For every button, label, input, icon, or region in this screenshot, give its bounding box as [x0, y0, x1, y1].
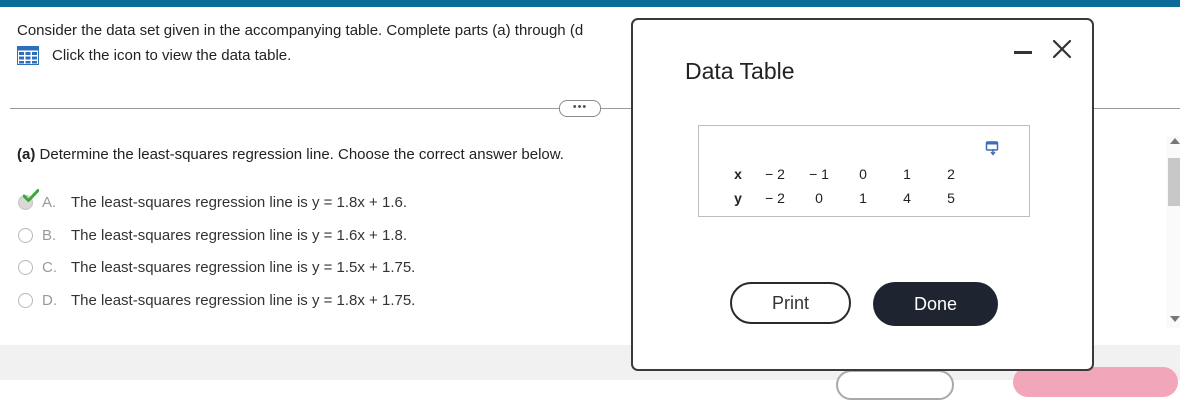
close-icon[interactable] — [1051, 38, 1073, 60]
part-a-text: Determine the least-squares regression line. Choose the correct answer below. — [39, 146, 564, 163]
expand-more-button[interactable]: ••• — [559, 100, 601, 117]
option-d-letter: D. — [42, 292, 57, 309]
row-header-x: x — [734, 166, 742, 182]
data-table — [723, 162, 973, 210]
print-button[interactable]: Print — [730, 282, 851, 324]
option-b-text: The least-squares regression line is y = 1.6x + 1.8. — [71, 227, 408, 244]
data-table-box — [698, 125, 1030, 217]
option-c-letter: C. — [42, 259, 57, 276]
row-header-y: y — [734, 190, 742, 206]
table-cell: 1 — [859, 190, 867, 206]
table-cell: 2 — [947, 166, 955, 182]
done-button[interactable]: Done — [873, 282, 998, 326]
question-text: Consider the data set given in the accompanying table. Complete parts (a) through (d — [17, 22, 584, 39]
table-cell: 4 — [903, 190, 911, 206]
option-b-radio[interactable] — [18, 228, 33, 243]
option-d-text: The least-squares regression line is y = 1.8x + 1.75. — [71, 292, 416, 309]
scroll-down-icon[interactable] — [1170, 316, 1180, 322]
table-cell: − 2 — [765, 166, 785, 182]
scrollbar-thumb[interactable] — [1168, 158, 1180, 206]
option-b-letter: B. — [42, 227, 57, 244]
scroll-up-icon[interactable] — [1170, 138, 1180, 144]
footer-button-partial[interactable] — [836, 370, 954, 400]
data-table-dialog — [631, 18, 1094, 371]
table-row-x — [723, 162, 973, 186]
option-c-radio[interactable] — [18, 260, 33, 275]
dialog-title: Data Table — [685, 58, 795, 84]
minimize-icon[interactable] — [1014, 45, 1036, 55]
part-a-prompt — [17, 146, 564, 163]
check-icon — [23, 189, 39, 203]
view-data-table-link[interactable] — [17, 46, 291, 65]
table-cell: − 1 — [809, 166, 829, 182]
footer-action-button-partial[interactable] — [1013, 367, 1178, 397]
option-a[interactable] — [18, 194, 407, 211]
option-c-text: The least-squares regression line is y = 1.5x + 1.75. — [71, 259, 416, 276]
table-row-y — [723, 186, 973, 210]
table-cell: 0 — [815, 190, 823, 206]
copy-icon[interactable] — [985, 140, 1001, 156]
option-a-letter: A. — [42, 194, 57, 211]
top-accent-bar — [0, 0, 1180, 7]
table-icon[interactable] — [17, 46, 39, 65]
option-a-text: The least-squares regression line is y = 1.8x + 1.6. — [71, 194, 408, 211]
option-c[interactable] — [18, 259, 415, 276]
option-d[interactable] — [18, 292, 415, 309]
table-cell: 1 — [903, 166, 911, 182]
option-b[interactable] — [18, 227, 407, 244]
table-cell: − 2 — [765, 190, 785, 206]
data-link-label[interactable]: Click the icon to view the data table. — [52, 47, 292, 64]
part-a-label: (a) — [17, 146, 36, 163]
option-d-radio[interactable] — [18, 293, 33, 308]
table-cell: 5 — [947, 190, 955, 206]
table-cell: 0 — [859, 166, 867, 182]
option-a-radio[interactable] — [18, 195, 33, 210]
